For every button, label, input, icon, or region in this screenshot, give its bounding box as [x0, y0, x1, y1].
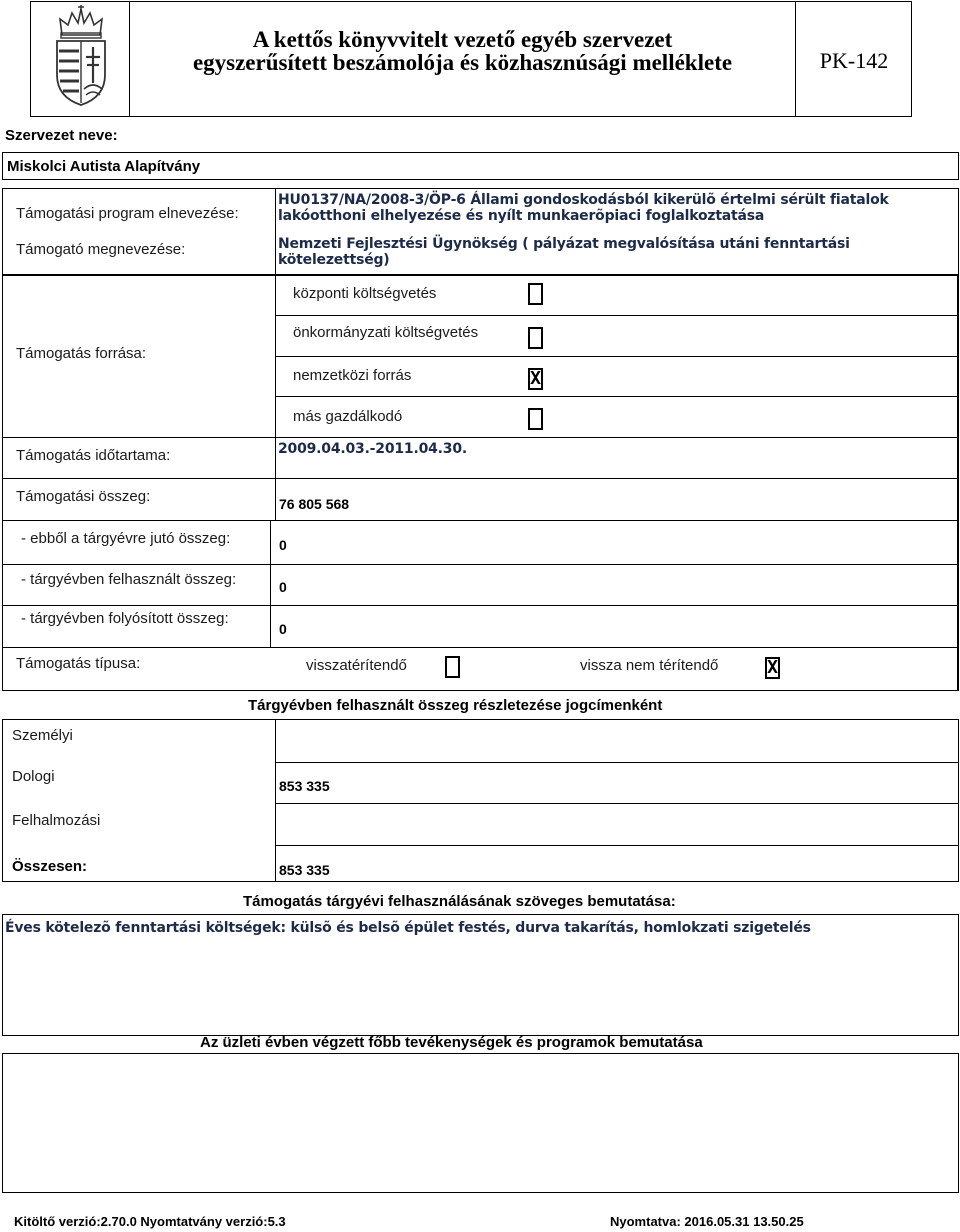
year-amount-divider [270, 520, 271, 647]
breakdown-material-label: Dologi [12, 768, 55, 785]
supporter-label: Támogató megnevezése: [16, 241, 186, 258]
source-line-1 [276, 315, 958, 316]
coat-of-arms-icon [48, 5, 114, 109]
source-checkbox-municipal[interactable] [528, 327, 543, 349]
total-amount-value: 76 805 568 [279, 496, 350, 512]
duration-line [2, 478, 959, 479]
source-option-other: más gazdálkodó [293, 408, 403, 425]
org-name-label: Szervezet neve: [5, 127, 118, 144]
source-line-4 [2, 437, 959, 438]
used-amount-value: 0 [279, 579, 287, 595]
breakdown-table [2, 719, 959, 882]
source-option-central: központi költségvetés [293, 285, 437, 302]
main-divider [275, 275, 276, 521]
year-amount-label: - ebből a tárgyévre jutó összeg: [21, 530, 231, 547]
type-label: Támogatás típusa: [16, 655, 141, 672]
type-nonrefundable-label: vissza nem térítendő [580, 657, 719, 674]
program-name-label: Támogatási program elnevezése: [16, 205, 239, 222]
program-divider [275, 188, 276, 275]
main-block [2, 275, 959, 691]
source-divider-right [957, 275, 958, 691]
breakdown-line-2 [276, 803, 958, 804]
paid-amount-label: - tárgyévben folyósított összeg: [21, 610, 229, 627]
footer-version: Kitöltő verzió:2.70.0 Nyomtatvány verzió:5.3 [14, 1214, 286, 1229]
org-name-value: Miskolci Autista Alapítvány [7, 158, 201, 175]
total-amount-line [2, 520, 959, 521]
form-code: PK-142 [819, 48, 889, 73]
source-option-international: nemzetközi forrás [293, 367, 412, 384]
breakdown-material-value: 853 335 [279, 778, 330, 794]
duration-label: Támogatás időtartama: [16, 447, 171, 464]
source-checkbox-central[interactable] [528, 283, 543, 305]
supporter-value-1: Nemzeti Fejlesztési Ügynökség ( pályázat megvalósítása utáni fenntartási [278, 236, 850, 252]
source-checkbox-international[interactable]: X [528, 368, 543, 390]
source-option-municipal: önkormányzati költségvetés [293, 324, 479, 341]
breakdown-heading: Tárgyévben felhasznált összeg részletezése jogcímenként [248, 697, 663, 714]
form-title-line1: A kettős könyvvitelt vezető egyéb szervezet [252, 27, 673, 52]
program-name-value-2: lakóotthoni elhelyezése és nyílt munkaerõpiaci foglalkoztatása [278, 208, 765, 224]
activities-box [2, 1053, 959, 1193]
breakdown-total-label: Összesen: [12, 858, 88, 875]
type-nonrefundable-checkbox[interactable]: X [765, 657, 780, 679]
source-label: Támogatás forrása: [16, 345, 147, 362]
breakdown-capital-label: Felhalmozási [12, 812, 101, 829]
year-amount-value: 0 [279, 537, 287, 553]
used-amount-line [2, 605, 959, 606]
type-refundable-checkbox[interactable] [445, 656, 460, 678]
usage-text: Éves kötelezõ fenntartási költségek: külsõ és belsõ épület festés, durva takarítás, homlokzati szigetelés [5, 920, 811, 936]
supporter-value-2: kötelezettség) [278, 252, 390, 268]
breakdown-divider [275, 719, 276, 882]
program-name-value-1: HU0137/NA/2008-3/ÖP-6 Állami gondoskodásból kikerülõ értelmi sérült fiatalok [278, 192, 889, 208]
used-amount-label: - tárgyévben felhasznált összeg: [21, 571, 237, 588]
paid-amount-line [2, 647, 959, 648]
paid-amount-value: 0 [279, 621, 287, 637]
form-title-line2: egyszerűsített beszámolója és közhasznúsági melléklete [192, 50, 733, 75]
usage-heading: Támogatás tárgyévi felhasználásának szöveges bemutatása: [243, 893, 676, 910]
activities-heading: Az üzleti évben végzett főbb tevékenységek és programok bemutatása [200, 1034, 703, 1051]
source-line-2 [276, 356, 958, 357]
type-refundable-label: visszatérítendő [306, 657, 407, 674]
source-checkbox-other[interactable] [528, 408, 543, 430]
footer-printed: Nyomtatva: 2016.05.31 13.50.25 [610, 1214, 804, 1229]
breakdown-personal-label: Személyi [12, 727, 73, 744]
year-amount-line [2, 564, 959, 565]
duration-value: 2009.04.03.-2011.04.30. [278, 441, 467, 457]
breakdown-line-1 [276, 762, 958, 763]
source-line-3 [276, 396, 958, 397]
breakdown-total-value: 853 335 [279, 862, 330, 878]
breakdown-line-3 [276, 845, 958, 846]
total-amount-label: Támogatási összeg: [16, 488, 151, 505]
